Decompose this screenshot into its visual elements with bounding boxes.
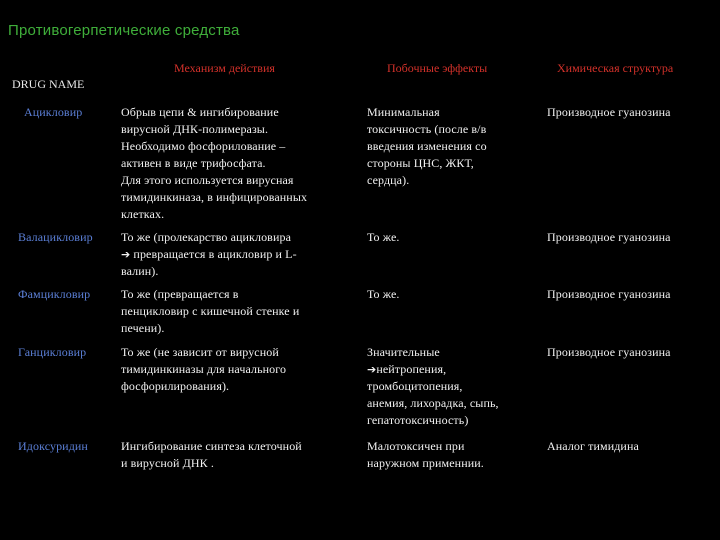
arrow-right-icon: ➔	[121, 248, 131, 261]
structure-cell: Аналог тимидина	[547, 439, 639, 453]
structure-cell: Производное гуанозина	[547, 345, 671, 359]
structure-cell: Производное гуанозина	[547, 105, 671, 119]
structure-header: Химическая структура	[557, 61, 674, 75]
structure-cell: Производное гуанозина	[547, 230, 671, 244]
mechanism-header: Механизм действия	[174, 61, 275, 75]
side-effects-cell: То же.	[367, 287, 400, 301]
side-effects-cell: То же.	[367, 230, 400, 244]
side-effects-cell: Значительные ➔нейтропения, тромбоцитопения, анемия, лихорадка, сыпь, гепатотоксичность)	[367, 345, 499, 427]
structure-cell: Производное гуанозина	[547, 287, 671, 301]
arrow-right-icon: ➔	[367, 363, 377, 376]
mechanism-cell: Ингибирование синтеза клеточной и вирусной ДНК .	[121, 439, 302, 470]
side-effects-cell: Малотоксичен при наружном применнии.	[367, 439, 484, 470]
drug-name-header: DRUG NAME	[12, 77, 85, 91]
drug-name: Ацикловир	[24, 105, 83, 119]
mechanism-cell: Обрыв цепи & ингибирование вирусной ДНК-полимеразы. Необходимо фосфорилование – активен в виде трифосфата. Для этого используется вирусная тимидинкиназа, в инфицированных клетках.	[121, 105, 308, 221]
mechanism-cell: То же (не зависит от вирусной тимидинкиназы для начального фосфорилирования).	[121, 345, 287, 393]
drug-name: Фамцикловир	[18, 287, 91, 301]
drug-name: Идоксуридин	[18, 439, 88, 453]
drug-name: Валацикловир	[18, 230, 93, 244]
drug-name: Ганцикловир	[18, 345, 87, 359]
side-effects-cell: Минимальная токсичность (после в/в введения изменения со стороны ЦНС, ЖКТ, сердца).	[367, 105, 487, 187]
mechanism-cell: То же (пролекарство ацикловира ➔ превращается в ацикловир и L- валин).	[121, 230, 297, 278]
mechanism-cell: То же (превращается в пенцикловир с кишечной стенке и печени).	[121, 287, 300, 335]
page-title: Противогерпетические средства	[8, 22, 240, 39]
side-effects-header: Побочные эффекты	[387, 61, 488, 75]
